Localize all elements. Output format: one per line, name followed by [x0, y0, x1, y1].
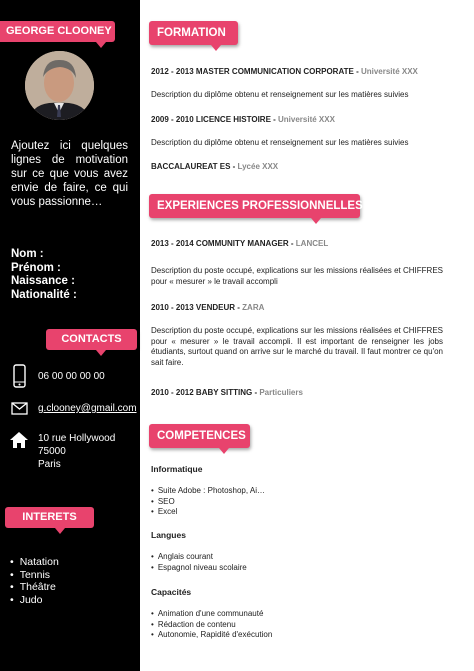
- motivation-text: Ajoutez ici quelques lignes de motivation sur ce que vous avez envie de faire, ce qui vous passionne…: [11, 140, 128, 208]
- identity-prenom: Prénom :: [11, 261, 61, 274]
- list-item: • Natation: [10, 556, 59, 569]
- list-item: • SEO: [151, 497, 265, 508]
- mail-icon: [10, 402, 28, 415]
- home-icon: [10, 432, 28, 448]
- identity-nom: Nom :: [11, 248, 44, 260]
- list-item: • Rédaction de contenu: [151, 620, 272, 631]
- phone-row: [10, 364, 105, 388]
- entry-institution: Université XXX: [278, 115, 335, 124]
- experience-entry-1-title: [151, 239, 328, 248]
- experience-entry-3-title: [151, 388, 303, 397]
- competence-group-langues: Langues: [151, 530, 186, 540]
- phone-icon: [10, 364, 28, 388]
- list-item: • Tennis: [10, 569, 59, 582]
- address-text: [38, 432, 115, 471]
- identity-naissance: Naissance :: [11, 275, 75, 287]
- entry-employer: ZARA: [242, 303, 265, 312]
- experience-entry-1-desc: Description du poste occupé, explications sur les missions réalisées et CHIFFRES pour « mesurer » le travail accompli: [151, 266, 443, 286]
- identity-nationalite: Nationalité :: [11, 288, 77, 301]
- entry-employer: Particuliers: [259, 388, 303, 397]
- interets-tag: INTERETS: [5, 507, 94, 528]
- competence-list-capacites: [151, 609, 272, 641]
- phone-number: 06 00 00 00 00: [38, 370, 105, 382]
- sidebar: [0, 0, 140, 671]
- list-item: • Espagnol niveau scolaire: [151, 563, 247, 574]
- competence-list-langues: [151, 552, 247, 573]
- entry-title: BACCALAUREAT ES -: [151, 162, 238, 171]
- list-item: • Théâtre: [10, 581, 59, 594]
- address-line-1: 10 rue Hollywood: [38, 433, 116, 444]
- list-item: • Suite Adobe : Photoshop, Ai…: [151, 486, 265, 497]
- list-item: • Anglais courant: [151, 552, 247, 563]
- entry-title: 2013 - 2014 COMMUNITY MANAGER -: [151, 239, 296, 248]
- address-line-3: Paris: [38, 459, 61, 470]
- entry-institution: Université XXX: [360, 67, 418, 76]
- formation-entry-3-title: [151, 162, 278, 171]
- formation-tag: FORMATION: [149, 21, 238, 45]
- competence-group-capacites: Capacités: [151, 587, 192, 597]
- interets-list: [10, 556, 59, 606]
- identity-block: [11, 248, 77, 302]
- entry-title: 2010 - 2013 VENDEUR -: [151, 303, 243, 312]
- list-item: • Autonomie, Rapidité d'exécution: [151, 630, 272, 641]
- experiences-tag: EXPERIENCES PROFESSIONNELLES: [149, 194, 360, 218]
- entry-title: 2012 - 2013 MASTER COMMUNICATION CORPORATE -: [151, 67, 361, 76]
- address-row: [10, 432, 115, 471]
- name-tag: GEORGE CLOONEY: [0, 21, 115, 42]
- entry-employer: LANCEL: [295, 239, 329, 248]
- list-item: • Judo: [10, 594, 59, 607]
- profile-photo: [25, 51, 94, 120]
- entry-title: 2009 - 2010 LICENCE HISTOIRE -: [151, 115, 279, 124]
- experience-entry-2-desc: Description du poste occupé, explications sur les missions réalisées et CHIFFRES pour « mesurer » le travail accompli. Il est important de renseigner les jobs étudiants, surtout quand on arrive sur le marché du travail. Il faut montrer ce qu'on sait faire.: [151, 326, 443, 367]
- formation-entry-1-title: [151, 67, 418, 76]
- experience-entry-2-title: [151, 303, 264, 312]
- email-link[interactable]: g.clooney@gmail.com: [38, 403, 137, 414]
- competence-list-informatique: [151, 486, 265, 518]
- list-item: • Excel: [151, 507, 265, 518]
- email-row: [10, 402, 137, 415]
- formation-entry-2-desc: Description du diplôme obtenu et renseignement sur les matières suivies: [151, 138, 409, 147]
- formation-entry-1-desc: Description du diplôme obtenu et renseignement sur les matières suivies: [151, 90, 409, 99]
- competence-group-informatique: Informatique: [151, 464, 203, 474]
- contacts-tag: CONTACTS: [46, 329, 137, 350]
- entry-title: 2010 - 2012 BABY SITTING -: [151, 388, 260, 397]
- entry-institution: Lycée XXX: [237, 162, 279, 171]
- formation-entry-2-title: [151, 115, 335, 124]
- competences-tag: COMPETENCES: [149, 424, 250, 448]
- list-item: • Animation d'une communauté: [151, 609, 272, 620]
- address-line-2: 75000: [38, 446, 66, 457]
